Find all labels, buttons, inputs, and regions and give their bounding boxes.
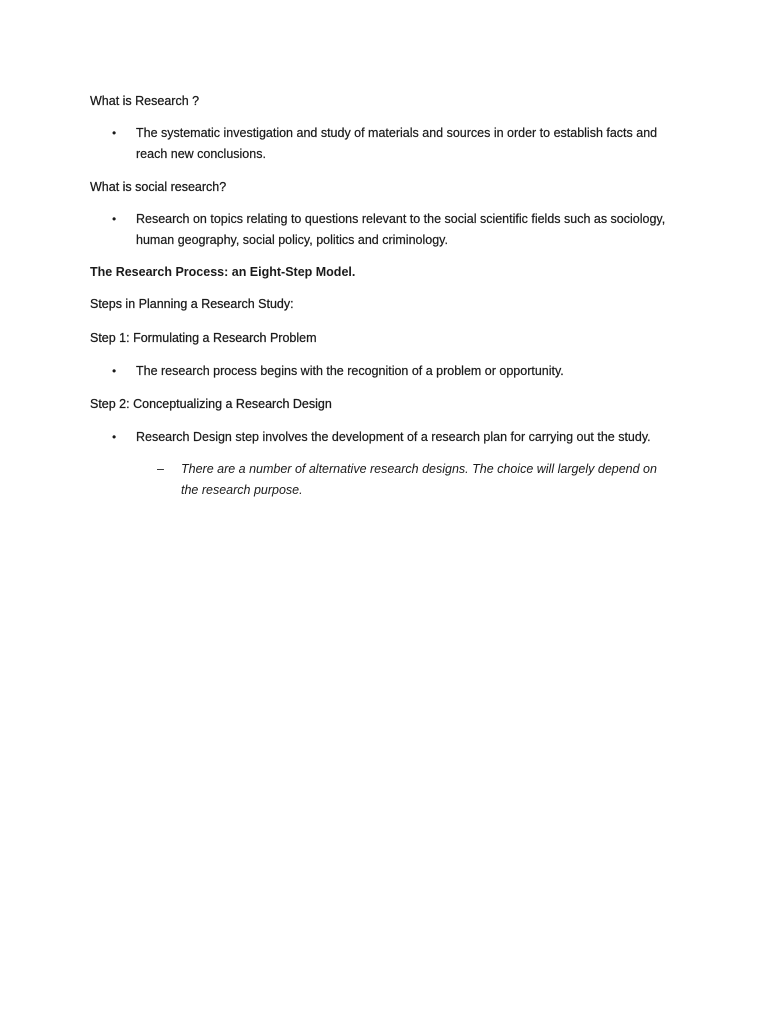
bullet-marker: • xyxy=(112,364,117,378)
bullet-step-1: The research process begins with the recognition of a problem or opportunity. xyxy=(136,364,564,378)
heading-what-is-research: What is Research ? xyxy=(90,94,200,108)
heading-step-1: Step 1: Formulating a Research Problem xyxy=(90,331,317,345)
bullet-research-definition: The systematic investigation and study of materials and sources in order to establish facts and reach new conclusions. xyxy=(136,126,658,161)
bullet-marker: • xyxy=(112,126,117,140)
heading-research-process: The Research Process: an Eight-Step Model. xyxy=(90,265,356,279)
dash-marker: – xyxy=(157,462,164,476)
bullet-marker: • xyxy=(112,212,117,226)
bullet-step-2: Research Design step involves the development of a research plan for carrying out the study. xyxy=(136,430,651,444)
bullet-social-research-definition: Research on topics relating to questions relevant to the social scientific fields such as sociology, human geography, social policy, politics and criminology. xyxy=(136,212,666,247)
sub-point-step-2: There are a number of alternative research designs. The choice will largely depend on the research purpose. xyxy=(181,462,657,497)
heading-step-2: Step 2: Conceptualizing a Research Design xyxy=(90,397,332,411)
heading-what-is-social-research: What is social research? xyxy=(90,180,227,194)
bullet-marker: • xyxy=(112,430,117,444)
heading-planning-steps: Steps in Planning a Research Study: xyxy=(90,297,294,311)
